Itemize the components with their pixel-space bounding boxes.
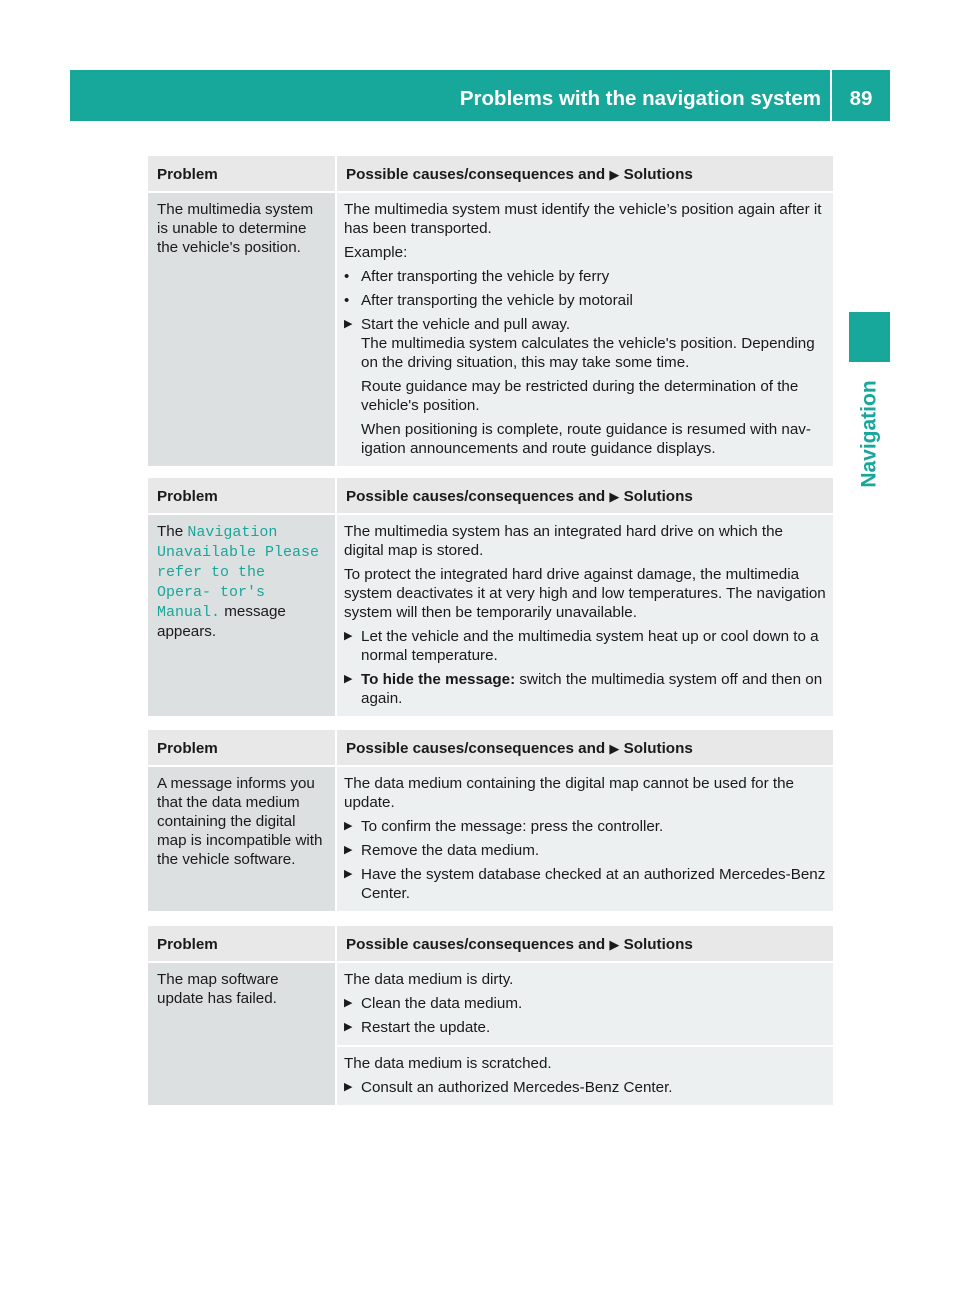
solution-cell: The data medium is dirty. ▶ Clean the data medium. ▶ Restart the update. xyxy=(337,963,833,1045)
page-number: 89 xyxy=(849,87,873,110)
table-header-row xyxy=(148,156,833,191)
solution-cell: The data medium is scratched. ▶ Consult an authorized Mercedes-Benz Center. xyxy=(337,1045,833,1105)
problem-cell: The multimedia system is unable to determine the vehicle's position. xyxy=(148,193,335,466)
action-arrow-icon: ▶ xyxy=(344,997,353,1009)
step-item: ▶ Have the system database checked at an authorized Mercedes-Benz Center. xyxy=(344,866,826,902)
step-item: ▶ To hide the message: switch the multimedia system off and then on again. xyxy=(344,671,823,707)
step-item: ▶ Restart the update. xyxy=(344,1019,491,1036)
solution-cell: The multimedia system has an integrated hard drive on which the digital map is stored. To protect the integrated hard drive against damage, the multimedia system deactivates it at very high and low temperatures. The navigation system will then be temporarily unavailable. ▶ Let the vehicle and the multimedia system heat up or cool down to a normal temperature. ▶ To hide the message: switch the multimedia system off and then on again. xyxy=(337,515,833,716)
solution-cell: The multimedia system must identify the vehicle’s position again after it has been transported. Example: • After transporting the vehicle by ferry • After transporting the vehicle by motorail ▶ Start the vehicle and pull away. The multimedia system calculates the vehicle's position. Depending on the driving situation, this may take some time. Route guidance may be restricted during the determination of the vehicle's position. When positioning is complete, route guidance is resumed with navigation announcements and route guidance displays. xyxy=(337,193,833,466)
step-item: ▶ To confirm the message: press the controller. xyxy=(344,818,664,835)
step-item: ▶ Start the vehicle and pull away. xyxy=(344,316,571,333)
action-arrow-icon: ▶ xyxy=(344,673,353,685)
display-message: Navigation Unavailable Please refer to the Opera‐ tor's Manual. xyxy=(157,524,320,621)
solution-cell: The data medium containing the digital map cannot be used for the update. ▶ To confirm the message: press the controller. ▶ Remove the data medium. ▶ Have the system database checked at an authorized Mercedes-Benz Center. xyxy=(337,767,833,911)
step-item: ▶ Let the vehicle and the multimedia system heat up or cool down to a normal temperature. xyxy=(344,628,819,664)
problem-table-1 xyxy=(148,156,833,466)
page-header xyxy=(70,70,890,121)
bullet-icon: • xyxy=(344,292,350,309)
action-arrow-icon: ▶ xyxy=(344,1021,353,1033)
problem-table-4 xyxy=(148,926,833,1105)
problem-cell: The Navigation Unavailable Please refer to the Opera‐ tor's Manual. message appears. xyxy=(148,515,335,716)
action-arrow-icon: ▶ xyxy=(344,1081,353,1093)
step-item: ▶ Clean the data medium. xyxy=(344,995,523,1012)
header-problem: Problem xyxy=(148,156,335,191)
action-arrow-icon: ▶ xyxy=(344,630,353,642)
action-arrow-icon: ▶ xyxy=(609,937,620,952)
header-problem: Problem xyxy=(148,926,335,961)
header-problem: Problem xyxy=(148,478,335,513)
page-title: Problems with the navigation system xyxy=(459,87,821,110)
action-arrow-icon: ▶ xyxy=(344,844,353,856)
action-arrow-icon: ▶ xyxy=(344,868,353,880)
header-causes: Possible causes/consequences and ▶ Solutions xyxy=(335,156,833,191)
list-item: • After transporting the vehicle by ferry xyxy=(344,268,610,285)
problem-table-2 xyxy=(148,478,833,716)
list-item: • After transporting the vehicle by motorail xyxy=(344,292,633,309)
action-arrow-icon: ▶ xyxy=(344,820,353,832)
header-causes: Possible causes/consequences and ▶ Solutions xyxy=(335,478,833,513)
header-causes: Possible causes/consequences and ▶ Solutions xyxy=(335,730,833,765)
header-causes: Possible causes/consequences and ▶ Solutions xyxy=(335,926,833,961)
action-arrow-icon: ▶ xyxy=(609,741,620,756)
table-row xyxy=(148,191,833,466)
table-header-row xyxy=(148,730,833,765)
bullet-icon: • xyxy=(344,268,350,285)
action-arrow-icon: ▶ xyxy=(609,489,620,504)
table-row xyxy=(148,513,833,716)
action-arrow-icon: ▶ xyxy=(609,167,620,182)
section-label: Navigation xyxy=(857,380,881,488)
problem-table-3 xyxy=(148,730,833,911)
section-tab xyxy=(849,312,890,362)
step-item: ▶ Consult an authorized Mercedes-Benz Center. xyxy=(344,1079,673,1096)
header-problem: Problem xyxy=(148,730,335,765)
table-row xyxy=(148,961,833,1105)
table-row xyxy=(148,765,833,911)
step-item: ▶ Remove the data medium. xyxy=(344,842,540,859)
table-header-row xyxy=(148,478,833,513)
table-header-row xyxy=(148,926,833,961)
problem-cell: The map software update has failed. xyxy=(148,963,335,1105)
problem-cell: A message informs you that the data medium containing the digital map is incompatible with the vehicle software. xyxy=(148,767,335,911)
action-arrow-icon: ▶ xyxy=(344,318,353,330)
